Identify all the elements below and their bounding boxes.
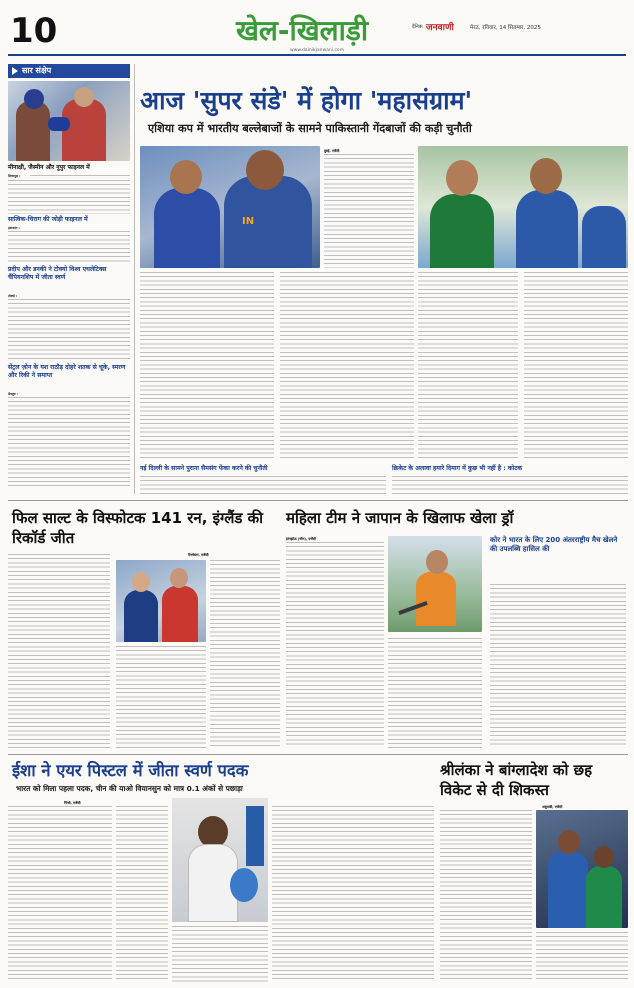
sidebar-story-3-dateline: टोक्यो : bbox=[8, 294, 18, 298]
salt-headline: फिल साल्ट के विस्फोटक 141 रन, इंग्लैंड की रिकॉर्ड जीत bbox=[12, 509, 264, 547]
esha-headline: ईशा ने एयर पिस्टल में जीता स्वर्ण पदक bbox=[12, 761, 249, 780]
masthead bbox=[8, 8, 626, 56]
esha-subheadline: भारत को मिला पहला पदक, चीन की याओ वियानसुन को मात्र 0.1 अंकों से पछाड़ा bbox=[16, 784, 243, 793]
lead-headline: आज 'सुपर संडे' में होगा 'महासंग्राम' bbox=[140, 86, 473, 115]
masthead-rule bbox=[8, 54, 626, 56]
sidebar-story-3-headline: प्रदीप और डनकी ने टोक्यो विश्व एथलेटिक्स चैंपियनशिप में जीता स्वर्ण bbox=[8, 266, 107, 282]
paper-prefix: दैनिक bbox=[412, 24, 423, 30]
sidebar-header bbox=[8, 64, 130, 78]
srilanka-photo bbox=[536, 810, 628, 928]
date-line: मेरठ, रविवार, 14 सितम्बर, 2025 bbox=[470, 25, 541, 31]
sidebar-header-label: सार संक्षेप bbox=[22, 66, 52, 75]
lead-dateline: दुबई, एजेंसी bbox=[324, 149, 340, 153]
esha-dateline: निंग्बो, एजेंसी bbox=[64, 801, 81, 805]
lead-photo-right bbox=[418, 146, 628, 268]
women-side-headline: कोर ने भारत के लिए 200 अंतरराष्ट्रीय मैच खेलने की उपलब्धि हासिल की bbox=[490, 536, 618, 554]
sidebar-story-1-dateline: लिवरपूल : bbox=[8, 174, 21, 178]
sidebar bbox=[8, 64, 130, 494]
sidebar-story-4-dateline: बेंगलुरु : bbox=[8, 392, 19, 396]
srilanka-headline: श्रीलंका ने बांग्लादेश को छह विकेट से दी शिकस्त bbox=[440, 761, 593, 799]
section-divider-2 bbox=[8, 754, 628, 755]
column-divider bbox=[134, 64, 135, 494]
sidebar-story-2-headline: सात्विक-चिराग की जोड़ी फाइनल में bbox=[8, 216, 88, 223]
salt-dateline: मैनचेस्टर, एजेंसी bbox=[188, 553, 209, 557]
page-number: 10 bbox=[10, 11, 58, 51]
sidebar-story-1-headline: मीनाक्षी, जैस्मीन और नुपुर फाइनल में bbox=[8, 164, 90, 171]
section-divider-1 bbox=[8, 500, 628, 501]
esha-photo bbox=[172, 798, 268, 922]
sidebar-story-2-dateline: हांगकांग : bbox=[8, 226, 20, 230]
srilanka-dateline: अबूधाबी, एजेंसी bbox=[542, 805, 563, 809]
section-title: खेल-खिलाड़ी bbox=[236, 14, 369, 47]
lead-photo-left: IN bbox=[140, 146, 320, 268]
salt-photo bbox=[116, 560, 206, 642]
lead-subheadline: एशिया कप में भारतीय बल्लेबाजों के सामने पाकिस्तानी गेंदबाजों की कड़ी चुनौती bbox=[148, 122, 472, 135]
website: www.dainikjanwani.com bbox=[290, 48, 345, 53]
women-headline: महिला टीम ने जापान के खिलाफ खेला ड्रॉ bbox=[286, 509, 514, 527]
caption-right: क्रिकेट के अलावा हमारे दिमाग में कुछ भी नहीं है : कोटक bbox=[392, 465, 523, 472]
sidebar-header-icon bbox=[12, 67, 18, 75]
caption-left: नई दिल्ली के सामने पुराना सैमसंग फेंका करने की चुनौती bbox=[140, 465, 268, 472]
boxing-photo bbox=[8, 81, 130, 161]
paper-name: जनवाणी bbox=[426, 23, 454, 33]
women-dateline: हांगझोऊ (चीन), एजेंसी bbox=[286, 537, 316, 541]
sidebar-story-4-headline: सेंट्रल ज़ोन के यश राठौड़ दोहरे शतक से चूके, स्मरण और रिकी ने समाप्त bbox=[8, 364, 126, 380]
women-photo bbox=[388, 536, 482, 632]
